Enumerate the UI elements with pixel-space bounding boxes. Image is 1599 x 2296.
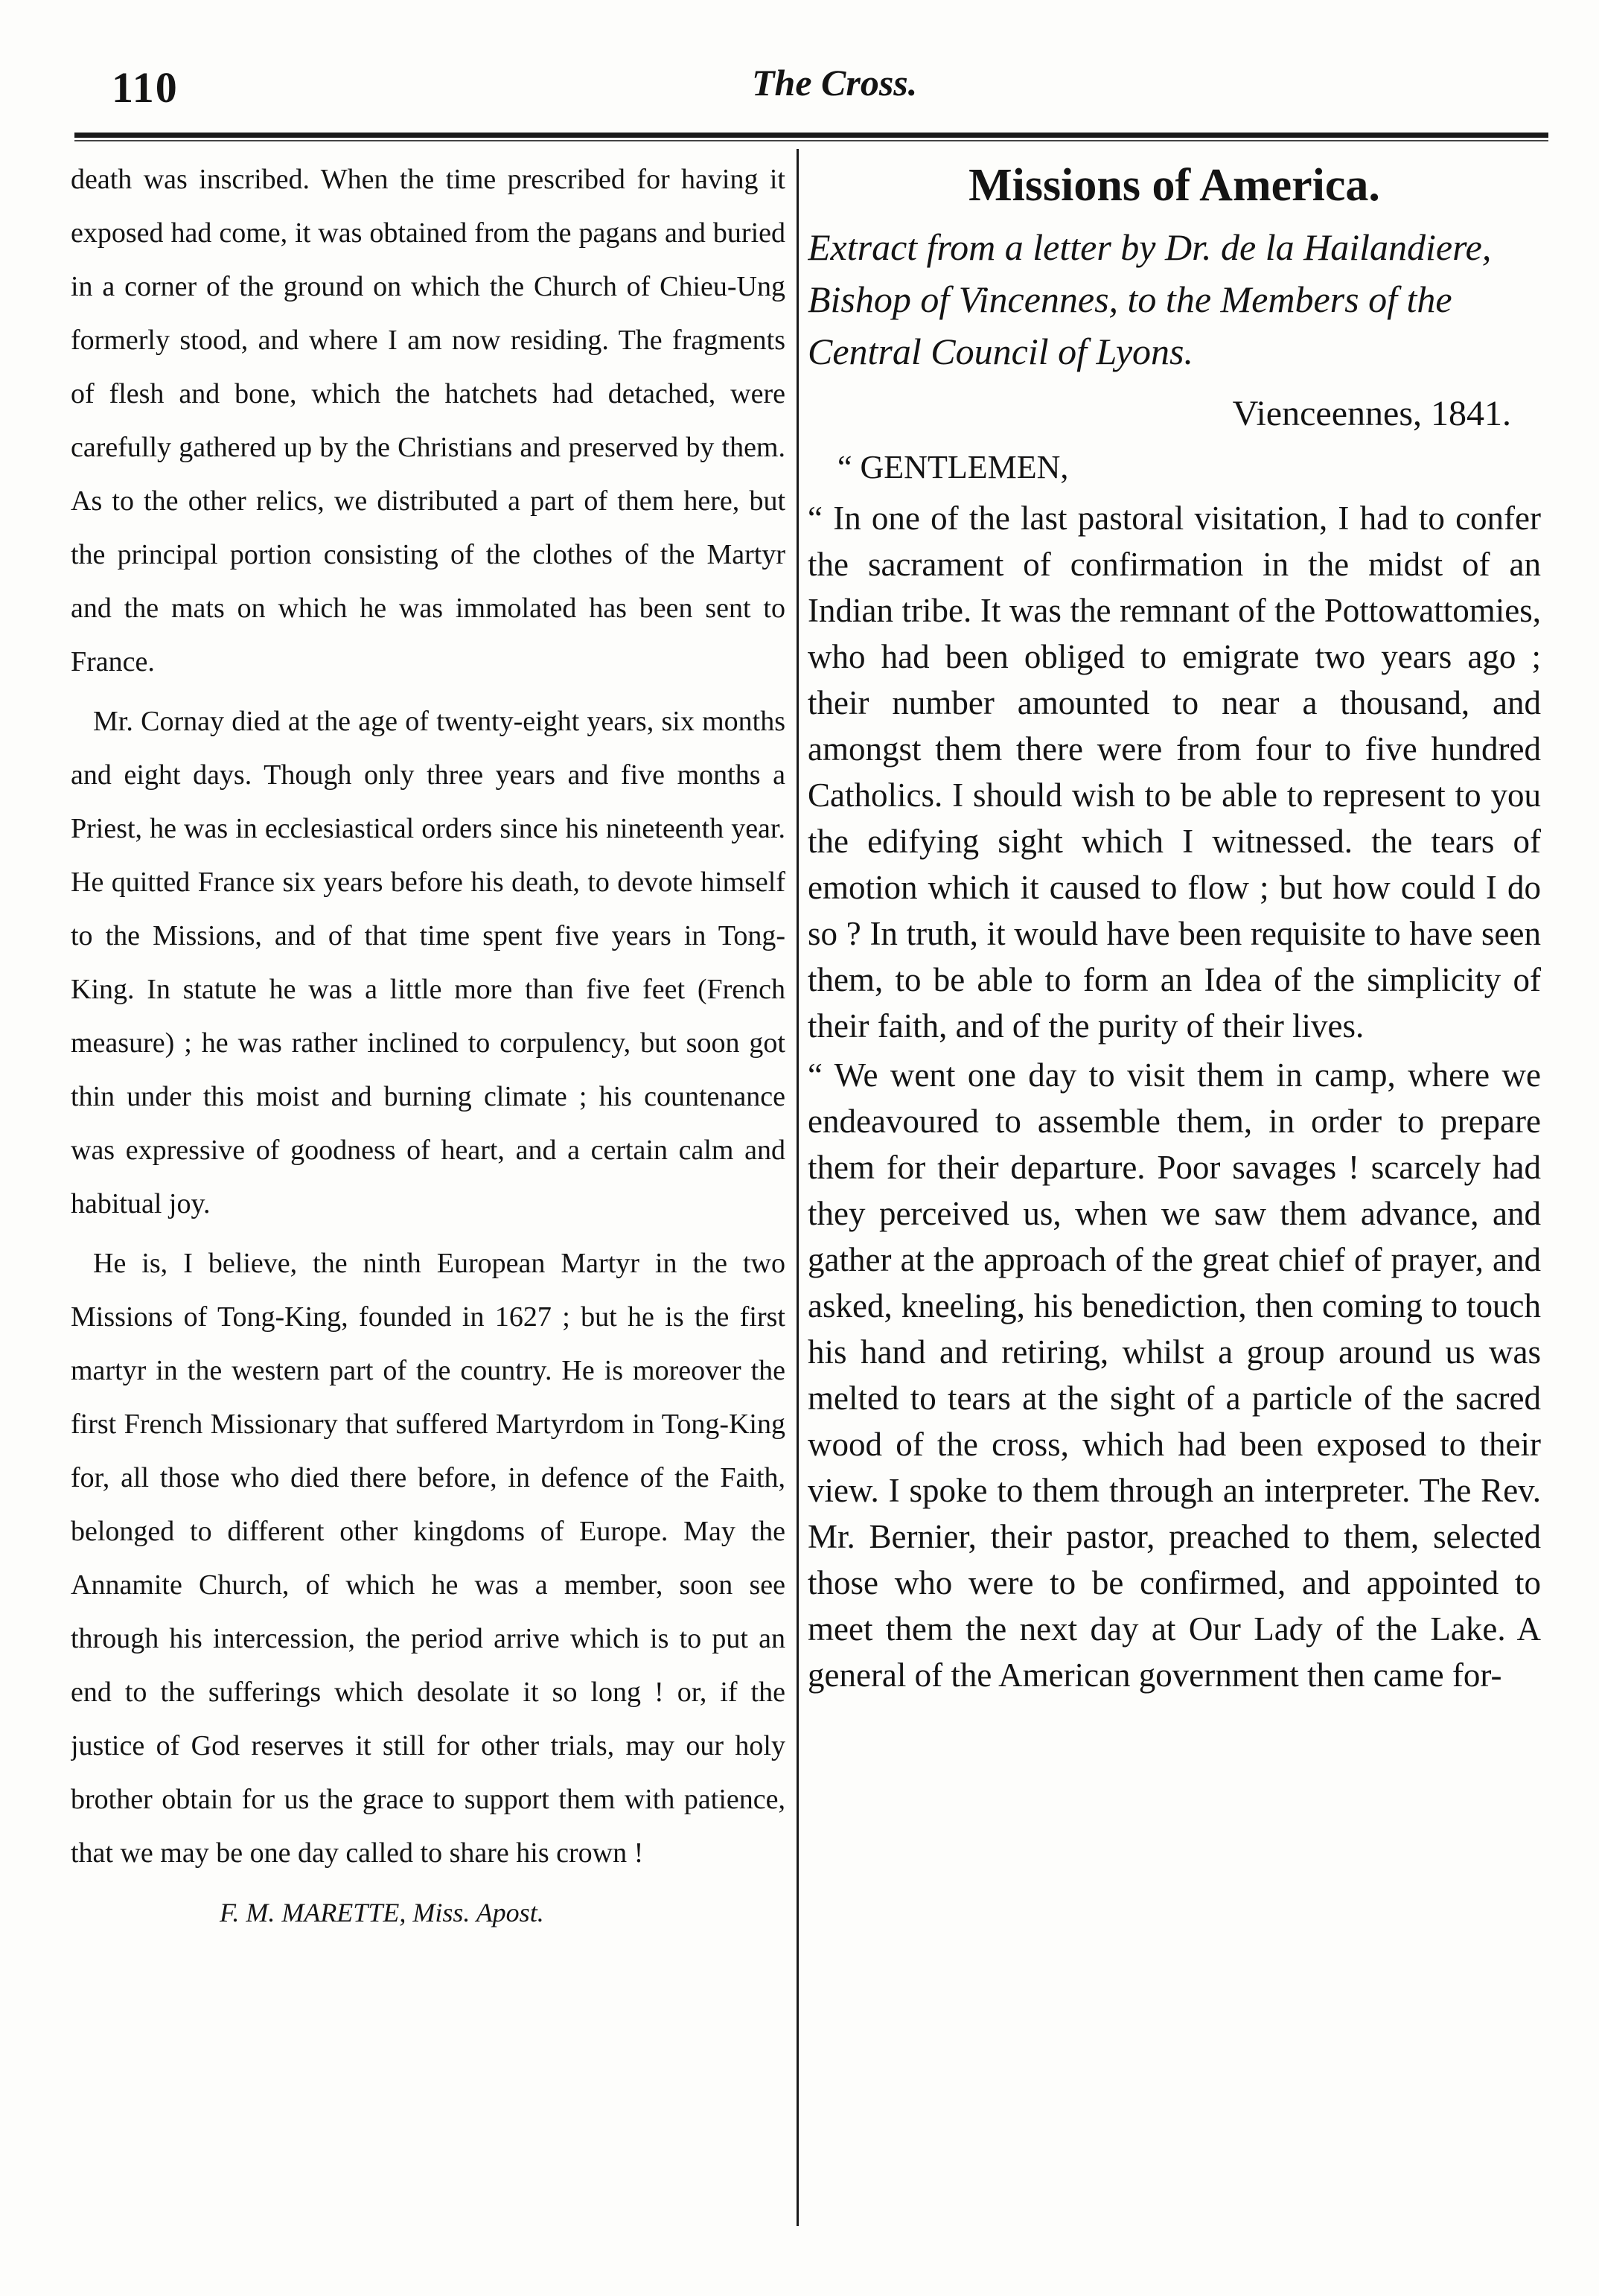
right-paragraph-1: “ In one of the last pastoral visitation, I had to confer the sacrament of confirmation in the midst of an Indian tribe. It was the remnant of the Pottowattomies, who had been obliged to emigrate two years ago ; their number amounted to near a thousand, and amongst them there were from four to five hundred Catholics. I should wish to be able to represent to you the edifying sight which I witnessed. the tears of emotion which it caused to flow ; but how could I do so ? In truth, it would have been requisite to have seen them, to be able to form an Idea of the simplicity of their faith, and of the purity of their lives. bbox=[808, 500, 1541, 1045]
left-paragraph-2: Mr. Cornay died at the age of twenty-eight years, six months and eight days. Though only three years and five months a Priest, he was in ecclesiastical orders since his nineteenth year. He quitted France six years before his death, to devote himself to the Missions, and of that time spent five years in Tong-King. In statute he was a little more than five feet (French measure) ; he was rather inclined to corpulency, but soon got thin under this moist and burning climate ; his countenance was expressive of goodness of heart, and a certain calm and habitual joy. bbox=[71, 706, 785, 1219]
dateline: Vienceennes, 1841. bbox=[1232, 394, 1511, 433]
running-title: The Cross. bbox=[752, 62, 918, 103]
left-paragraph-3: He is, I believe, the ninth European Martyr in the two Missions of Tong-King, founded in 1627 ; but he is the first martyr in the western part of the country. He is moreover the first French Missionary that suffered Martyrdom in Tong-King for, all those who died there before, in defence of the Faith, belonged to different other kingdoms of Europe. May the Annamite Church, of which he was a member, soon see through his intercession, the period arrive which is to put an end to the sufferings which desolate it so long ! or, if the justice of God reserves it still for other trials, may our holy brother obtain for us the grace to support them with patience, that we may be one day called to share his crown ! bbox=[71, 1248, 785, 1869]
header-rule-thin bbox=[74, 140, 1548, 141]
header-rule bbox=[74, 133, 1548, 138]
right-paragraph-2: “ We went one day to visit them in camp, where we endeavoured to assemble them, in order to prepare them for their departure. Poor savages ! scarcely had they perceived us, when we saw them advance, and gather at the approach of the great chief of prayer, and asked, kneeling, his benediction, then coming to touch his hand and retiring, whilst a group around us was melted to tears at the sight of a particle of the sacred wood of the cross, which had been exposed to their view. I spoke to them through an interpreter. The Rev. Mr. Bernier, their pastor, preached to them, selected those who were to be confirmed, and appointed to meet them the next day at Our Lady of the Lake. A general of the American government then came for- bbox=[808, 1056, 1541, 1694]
section-title: Missions of America. bbox=[968, 160, 1380, 211]
left-paragraph-1: death was inscribed. When the time prescribed for having it exposed had come, it was obtained from the pagans and buried in a corner of the ground on which the Church of Chieu-Ung formerly stood, and where I am now residing. The fragments of flesh and bone, which the hatchets had detached, were carefully gathered up by the Christians and preserved by them. As to the other relics, we distributed a part of them here, but the principal portion consisting of the clothes of the Martyr and the mats on which he was immolated has been sent to France. bbox=[71, 164, 785, 677]
page-number: 110 bbox=[112, 63, 179, 112]
left-column bbox=[71, 153, 785, 2237]
column-divider bbox=[797, 149, 799, 2226]
right-column bbox=[808, 153, 1541, 2237]
article-subtitle: Extract from a letter by Dr. de la Hailandiere, Bishop of Vincennes, to the Members of the Central Council of Lyons. bbox=[808, 226, 1492, 372]
signature: F. M. MARETTE, Miss. Apost. bbox=[220, 1898, 544, 1927]
page-header bbox=[97, 61, 1533, 121]
salutation: “ GENTLEMEN, bbox=[837, 449, 1069, 485]
